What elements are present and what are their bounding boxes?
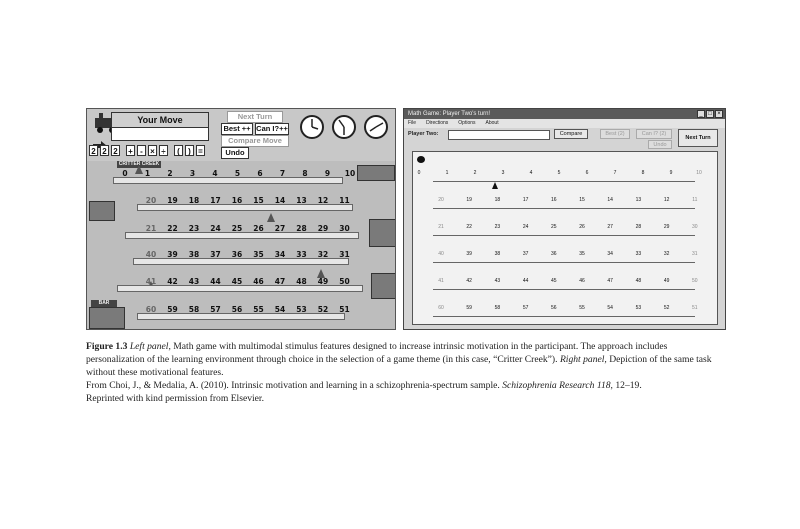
key-open-paren[interactable]: ( xyxy=(174,145,183,156)
best-button[interactable]: Best ++ xyxy=(221,123,253,135)
compare-move-button[interactable]: Compare Move xyxy=(221,135,289,147)
track-number: 24 xyxy=(522,224,529,230)
tree-icon xyxy=(267,213,275,222)
track-number: 1 xyxy=(445,170,449,176)
track-line xyxy=(433,208,695,209)
journal-name: Schizophrenia Research 118 xyxy=(502,380,611,391)
track-number: 58 xyxy=(494,305,501,311)
track-number: 6 xyxy=(585,170,589,176)
track-number: 18 xyxy=(188,196,200,205)
right-panel-label: Right panel, xyxy=(559,354,607,365)
expression-input[interactable] xyxy=(448,130,550,140)
keypad xyxy=(89,145,205,156)
key-2[interactable]: 2 xyxy=(89,145,98,156)
track-number: 52 xyxy=(317,305,329,314)
track-number: 59 xyxy=(167,305,178,314)
key-divide[interactable]: ÷ xyxy=(159,145,168,156)
track-number: 30 xyxy=(692,224,698,230)
best-button[interactable]: Best (2) xyxy=(600,129,630,139)
track-number: 34 xyxy=(607,251,613,257)
track-number: 7 xyxy=(613,170,617,176)
track-number: 20 xyxy=(145,196,157,205)
track-number: 51 xyxy=(692,305,698,311)
track-number: 13 xyxy=(296,196,307,205)
next-turn-button[interactable]: Next Turn xyxy=(227,111,283,123)
track-number: 57 xyxy=(210,305,221,314)
track-number: 33 xyxy=(635,251,642,257)
track-number: 28 xyxy=(635,224,642,230)
undo-button[interactable]: Undo xyxy=(648,140,672,149)
track-line xyxy=(433,181,695,182)
track-number: 26 xyxy=(253,224,264,233)
track-number: 25 xyxy=(231,224,243,233)
track-number: 46 xyxy=(253,277,264,286)
track-number: 23 xyxy=(494,224,501,230)
track-number: 13 xyxy=(635,197,642,203)
track-number: 48 xyxy=(635,278,642,284)
track-number: 11 xyxy=(339,196,350,205)
source-text: From Choi, J., & Medalia, A. (2010). Intrinsic motivation and learning in a schizophrenia-spectrum sample. xyxy=(86,380,500,391)
track-number: 4 xyxy=(212,169,218,178)
menu-file[interactable]: File xyxy=(408,120,417,126)
right-panel-plain-game xyxy=(403,108,726,330)
track-number: 12 xyxy=(663,197,670,203)
track-number: 38 xyxy=(188,250,200,259)
left-panel-label: Left panel, xyxy=(129,341,171,352)
dice-clock-icon xyxy=(363,114,389,140)
track-number: 8 xyxy=(641,170,645,176)
track-number: 17 xyxy=(522,197,529,203)
track-number: 36 xyxy=(551,251,557,257)
track-number: 27 xyxy=(607,224,613,230)
track-band xyxy=(113,177,343,184)
track-number: 21 xyxy=(145,224,157,233)
bar-creek-sign: BAR xyxy=(91,300,117,307)
track-band xyxy=(137,313,345,320)
track-number: 56 xyxy=(551,305,557,311)
track-number: 12 xyxy=(317,196,329,205)
track-number: 38 xyxy=(494,251,501,257)
track-number: 45 xyxy=(231,277,243,286)
track-number: 9 xyxy=(324,169,331,178)
track-number: 3 xyxy=(189,169,196,178)
track-number: 37 xyxy=(522,251,529,257)
track-number: 50 xyxy=(692,278,698,284)
move-input[interactable] xyxy=(111,127,209,141)
track-number: 58 xyxy=(188,305,200,314)
window-title: Math Game: Player Two's turn! xyxy=(404,109,725,119)
track-number: 1 xyxy=(144,169,151,178)
track-number: 16 xyxy=(551,197,557,203)
track-number: 43 xyxy=(494,278,501,284)
track-number: 15 xyxy=(253,196,264,205)
menu-options[interactable]: Options xyxy=(458,120,476,126)
track-number: 28 xyxy=(296,224,307,233)
track-band xyxy=(117,285,363,292)
track-number: 36 xyxy=(231,250,243,259)
track-number: 40 xyxy=(145,250,157,259)
track-number: 5 xyxy=(234,169,241,178)
your-move-label: Your Move xyxy=(111,112,209,128)
undo-button[interactable]: Undo xyxy=(221,147,249,159)
track-number: 60 xyxy=(145,305,157,314)
track-number: 26 xyxy=(579,224,585,230)
track-number: 31 xyxy=(692,251,698,257)
track-number: 39 xyxy=(466,251,472,257)
track-number: 16 xyxy=(231,196,243,205)
critter-creek-board xyxy=(87,161,396,330)
track-number: 14 xyxy=(274,196,286,205)
track-number: 43 xyxy=(188,277,200,286)
track-number: 32 xyxy=(317,250,329,259)
track-number: 41 xyxy=(145,277,157,286)
track-number: 44 xyxy=(210,277,221,286)
track-number: 53 xyxy=(296,305,307,314)
key-times[interactable]: × xyxy=(148,145,157,156)
track-number: 29 xyxy=(317,224,329,233)
critter-creek-sign: CRITTER CREEK xyxy=(118,161,160,167)
house-icon xyxy=(89,201,115,221)
track-number: 18 xyxy=(494,197,501,203)
key-equals[interactable]: = xyxy=(196,145,205,156)
track-number: 9 xyxy=(669,170,673,176)
figure xyxy=(86,108,726,330)
caption-permission: Reprinted with kind permission from Elsevier. xyxy=(86,393,264,404)
track-number: 47 xyxy=(607,278,613,284)
house-icon xyxy=(371,273,396,299)
track-number: 50 xyxy=(339,277,350,286)
track-number: 5 xyxy=(557,170,561,176)
track-band xyxy=(133,258,349,265)
track-number: 0 xyxy=(417,170,421,176)
track-number: 59 xyxy=(466,305,472,311)
track-number: 48 xyxy=(296,277,307,286)
track-number: 31 xyxy=(339,250,350,259)
house-icon xyxy=(357,165,395,181)
track-number: 11 xyxy=(692,197,698,203)
track-number: 10 xyxy=(344,169,356,178)
track-number: 25 xyxy=(551,224,557,230)
track-number: 42 xyxy=(466,278,472,284)
track-band xyxy=(137,204,353,211)
can-i-button[interactable]: Can I?++ xyxy=(256,124,288,133)
key-minus[interactable]: - xyxy=(137,145,146,156)
track-number: 55 xyxy=(253,305,264,314)
track-band xyxy=(125,232,359,239)
left-toolbar xyxy=(87,109,396,162)
menu-bar xyxy=(404,119,725,128)
track-number: 23 xyxy=(188,224,200,233)
track-number: 0 xyxy=(122,169,128,178)
track-number: 33 xyxy=(296,250,307,259)
track-number: 34 xyxy=(274,250,286,259)
track-number: 30 xyxy=(339,224,350,233)
track-number: 54 xyxy=(274,305,286,314)
track-number: 19 xyxy=(466,197,472,203)
track-number: 54 xyxy=(607,305,613,311)
track-number: 52 xyxy=(663,305,670,311)
dice-clock-icon xyxy=(331,114,357,140)
track-number: 24 xyxy=(210,224,221,233)
track-number: 6 xyxy=(257,169,263,178)
track-number: 49 xyxy=(663,278,670,284)
track-line xyxy=(433,262,695,263)
track-number: 49 xyxy=(317,277,329,286)
window-controls xyxy=(697,110,723,118)
track-number: 7 xyxy=(279,169,286,178)
track-number: 21 xyxy=(438,224,444,230)
track-number: 15 xyxy=(579,197,585,203)
track-number: 45 xyxy=(551,278,557,284)
maximize-icon[interactable]: □ xyxy=(706,110,714,118)
track-number: 4 xyxy=(529,170,533,176)
track-line xyxy=(433,235,695,236)
track-number: 51 xyxy=(339,305,350,314)
track-number: 2 xyxy=(167,169,173,178)
player-two-label: Player Two: xyxy=(408,131,439,137)
caption-text: Math game with multimodal stimulus features designed to increase intrinsic motivation in the participant. The approach includes personalization of the learning environment through choice in the selection of a game theme (in this case, “Critter Creek”). xyxy=(86,341,668,365)
track-number: 3 xyxy=(501,170,505,176)
track-number: 56 xyxy=(231,305,243,314)
figure-caption xyxy=(86,340,726,405)
track-number: 47 xyxy=(274,277,286,286)
track-number: 19 xyxy=(167,196,178,205)
compare-button[interactable]: Compare xyxy=(554,129,588,139)
caption-paragraph xyxy=(86,340,726,379)
source-pages: , 12–19. xyxy=(610,380,642,391)
minimize-icon[interactable]: _ xyxy=(697,110,705,118)
number-track-board xyxy=(412,151,718,325)
track-number: 8 xyxy=(302,169,308,178)
menu-directions[interactable]: Directions xyxy=(426,120,449,126)
caption-text: Depiction of the same task without these motivational features. xyxy=(86,354,712,378)
track-number: 42 xyxy=(167,277,178,286)
track-number: 2 xyxy=(473,170,477,176)
house-icon xyxy=(89,307,125,329)
track-number: 20 xyxy=(438,197,444,203)
track-number: 35 xyxy=(253,250,264,259)
key-plus[interactable]: + xyxy=(126,145,135,156)
track-number: 39 xyxy=(167,250,178,259)
figure-label: Figure 1.3 xyxy=(86,341,128,352)
player-token xyxy=(417,156,425,163)
track-number: 46 xyxy=(579,278,585,284)
menu-about[interactable]: About xyxy=(485,120,499,126)
key-2[interactable]: 2 xyxy=(100,145,109,156)
track-number: 53 xyxy=(635,305,642,311)
house-icon xyxy=(369,219,396,247)
track-number: 35 xyxy=(579,251,585,257)
track-number: 10 xyxy=(696,170,702,176)
track-number: 22 xyxy=(466,224,472,230)
game-piece-icon xyxy=(492,182,498,189)
left-panel-critter-creek-game xyxy=(86,108,396,330)
track-number: 55 xyxy=(579,305,585,311)
dice-clock-icon xyxy=(299,114,325,140)
close-icon[interactable]: × xyxy=(715,110,723,118)
track-number: 22 xyxy=(167,224,178,233)
track-line xyxy=(433,316,695,317)
track-number: 17 xyxy=(210,196,221,205)
track-number: 14 xyxy=(607,197,613,203)
track-line xyxy=(433,289,695,290)
track-number: 27 xyxy=(274,224,286,233)
track-number: 57 xyxy=(522,305,529,311)
next-turn-button[interactable]: Next Turn xyxy=(678,129,718,147)
track-number: 44 xyxy=(522,278,529,284)
track-number: 60 xyxy=(438,305,444,311)
track-number: 41 xyxy=(438,278,444,284)
key-2[interactable]: 2 xyxy=(111,145,120,156)
track-number: 29 xyxy=(663,224,670,230)
can-i-button[interactable]: Can I? (2) xyxy=(636,129,672,139)
track-number: 37 xyxy=(210,250,221,259)
track-number: 32 xyxy=(663,251,670,257)
key-close-paren[interactable]: ) xyxy=(185,145,194,156)
caption-source xyxy=(86,379,726,392)
track-number: 40 xyxy=(438,251,444,257)
